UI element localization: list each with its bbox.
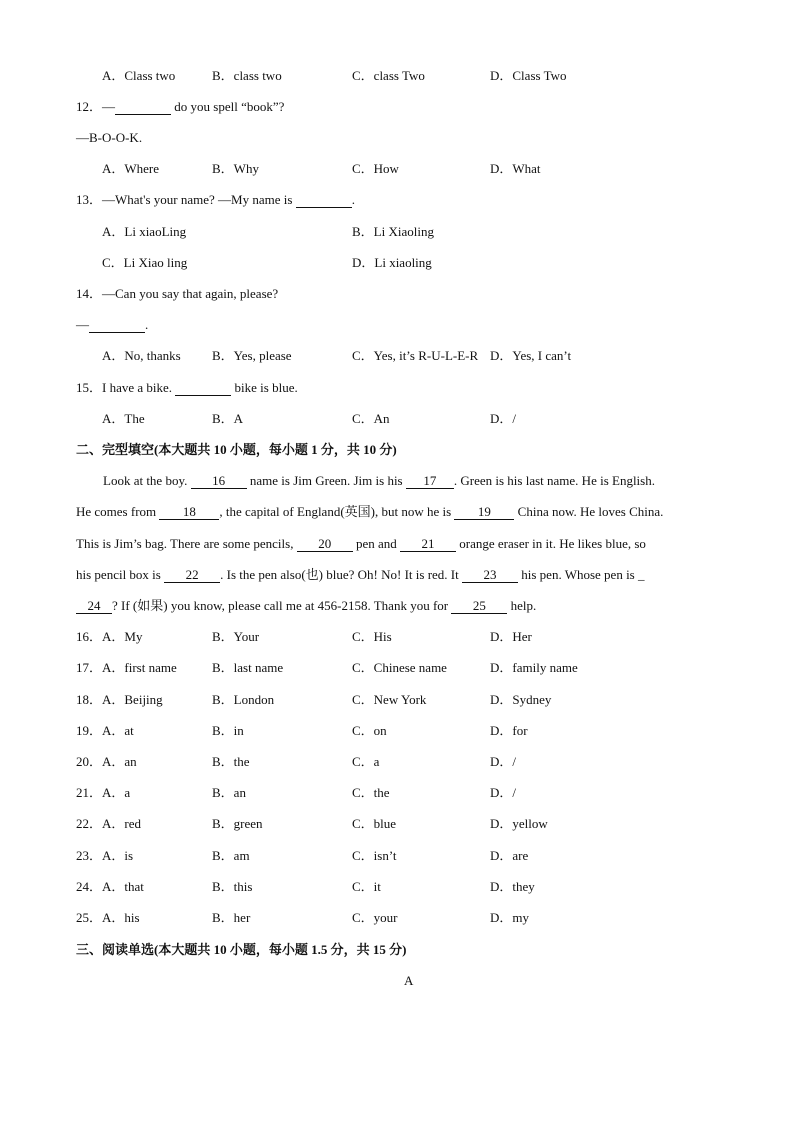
q15-option-b: B．A: [212, 411, 244, 426]
option-b: B．green: [212, 816, 263, 831]
q13-option-b: B．Li Xiaoling: [352, 224, 434, 239]
option-b: B．London: [212, 692, 275, 707]
option-d: D．Her: [490, 629, 532, 644]
q13-option-d: D．Li xiaoling: [352, 255, 432, 270]
option-b: B．Your: [212, 629, 260, 644]
passage-text: China now. He loves China.: [514, 504, 664, 519]
q14-period: .: [145, 317, 149, 332]
q15-option-a: A．The: [102, 411, 145, 426]
q12-option-a: A．Where: [102, 161, 160, 176]
question-number: 23．: [76, 848, 103, 863]
option-c: C．on: [352, 723, 387, 738]
option-a: A．is: [102, 848, 134, 863]
q14-stem: 14．—Can you say that again, please?: [76, 286, 279, 301]
option-c: C．the: [352, 785, 390, 800]
q12-answer: —B-O-O-K.: [76, 130, 143, 145]
option-c: C．New York: [352, 692, 427, 707]
section3-title: 三、阅读单选(本大题共 10 小题，每小题 1.5 分，共 15 分): [76, 942, 407, 957]
option-c: C．your: [352, 910, 398, 925]
option-c: C．isn’t: [352, 848, 397, 863]
passage-text: This is Jim’s bag. There are some pencils,: [76, 536, 297, 551]
q11-option-c: C．class Two: [352, 68, 425, 83]
option-a: A．a: [102, 785, 131, 800]
question-number: 18．: [76, 692, 103, 707]
passage-text: help.: [507, 598, 537, 613]
question-number: 22．: [76, 816, 103, 831]
option-a: A．an: [102, 754, 137, 769]
question-number: 21．: [76, 785, 103, 800]
option-b: B．an: [212, 785, 246, 800]
option-d: D．Sydney: [490, 692, 552, 707]
cloze-passage-line-3: [76, 536, 721, 552]
question-number: 16．: [76, 629, 103, 644]
q15-question-end: bike is blue.: [231, 380, 298, 395]
option-c: C．it: [352, 879, 381, 894]
passage-text: orange eraser in it. He likes blue, so: [456, 536, 646, 551]
q13-blank: [296, 193, 352, 208]
cloze-passage-line-5: [76, 598, 721, 614]
option-c: C．His: [352, 629, 392, 644]
q14-option-d: D．Yes, I can’t: [490, 348, 572, 363]
passage-text: his pen. Whose pen is _: [518, 567, 645, 582]
option-d: D．they: [490, 879, 535, 894]
q11-option-a: A．Class two: [102, 68, 176, 83]
blank-19: 19: [454, 505, 514, 520]
q12-number: 12．—: [76, 99, 116, 114]
option-a: A．Beijing: [102, 692, 163, 707]
q12-option-d: D．What: [490, 161, 541, 176]
q15-option-c: C．An: [352, 411, 390, 426]
passage-text: . Green is his last name. He is English.: [453, 473, 655, 488]
question-number: 19．: [76, 723, 103, 738]
option-b: B．in: [212, 723, 244, 738]
passage-text: pen and: [352, 536, 401, 551]
q11-option-b: B．class two: [212, 68, 282, 83]
option-a: A．red: [102, 816, 141, 831]
q15-option-d: D．/: [490, 411, 517, 426]
option-d: D．for: [490, 723, 528, 738]
q13-period: .: [351, 192, 355, 207]
passage-text: , the capital of England(英国), but now he is: [219, 504, 455, 519]
blank-17: 17: [406, 474, 454, 489]
option-a: A．first name: [102, 660, 177, 675]
option-d: D．are: [490, 848, 529, 863]
question-number: 24．: [76, 879, 103, 894]
passage-text: Look at the boy.: [103, 473, 191, 488]
q13-question-text: 13．—What's your name? —My name is: [76, 192, 296, 207]
q15-stem: [76, 380, 298, 396]
question-number: 17．: [76, 660, 103, 675]
blank-25: 25: [451, 599, 507, 614]
option-c: C．blue: [352, 816, 397, 831]
q14-option-a: A．No, thanks: [102, 348, 181, 363]
passage-text: . Is the pen also(也) blue? Oh! No! It is red. It: [220, 567, 462, 582]
option-b: B．the: [212, 754, 250, 769]
section2-title: 二、完型填空(本大题共 10 小题，每小题 1 分，共 10 分): [76, 442, 397, 457]
q12-option-b: B．Why: [212, 161, 259, 176]
option-d: D．/: [490, 754, 517, 769]
q14-dash: —: [76, 317, 89, 332]
option-b: B．her: [212, 910, 251, 925]
q15-question-text: 15．I have a bike.: [76, 380, 176, 395]
option-c: C．Chinese name: [352, 660, 447, 675]
blank-22: 22: [164, 568, 220, 583]
cloze-passage-line-2: [76, 504, 721, 520]
q12-option-c: C．How: [352, 161, 399, 176]
option-a: A．My: [102, 629, 143, 644]
q12-blank: [115, 100, 171, 115]
blank-23: 23: [462, 568, 518, 583]
option-d: D．yellow: [490, 816, 548, 831]
q13-option-c: C．Li Xiao ling: [102, 255, 188, 270]
q11-option-d: D．Class Two: [490, 68, 567, 83]
cloze-passage-line-1: [76, 473, 721, 489]
q14-option-b: B．Yes, please: [212, 348, 292, 363]
q14-answer: [76, 317, 148, 333]
option-b: B．am: [212, 848, 250, 863]
q12-stem: [76, 99, 284, 115]
option-d: D．my: [490, 910, 530, 925]
option-c: C．a: [352, 754, 380, 769]
passage-text: ? If (如果) you know, please call me at 456-2158. Thank you for: [112, 598, 452, 613]
passage-label: A: [404, 973, 414, 988]
passage-text: name is Jim Green. Jim is his: [246, 473, 406, 488]
q13-stem: [76, 192, 355, 208]
blank-21: 21: [400, 537, 456, 552]
option-d: D．/: [490, 785, 517, 800]
option-b: B．this: [212, 879, 253, 894]
q12-question-text: do you spell “book”?: [171, 99, 285, 114]
passage-text: his pencil box is: [76, 567, 165, 582]
blank-18: 18: [159, 505, 219, 520]
question-number: 20．: [76, 754, 103, 769]
q15-blank: [175, 381, 231, 396]
blank-16: 16: [191, 474, 247, 489]
blank-20: 20: [297, 537, 353, 552]
question-number: 25．: [76, 910, 103, 925]
passage-text: He comes from: [76, 504, 160, 519]
option-b: B．last name: [212, 660, 284, 675]
option-d: D．family name: [490, 660, 578, 675]
blank-24: 24: [76, 599, 112, 614]
option-a: A．that: [102, 879, 144, 894]
option-a: A．at: [102, 723, 134, 738]
q14-blank: [89, 318, 145, 333]
cloze-passage-line-4: [76, 567, 721, 583]
q13-option-a: A．Li xiaoLing: [102, 224, 187, 239]
q14-option-c: C．Yes, it’s R-U-L-E-R: [352, 348, 479, 363]
option-a: A．his: [102, 910, 140, 925]
